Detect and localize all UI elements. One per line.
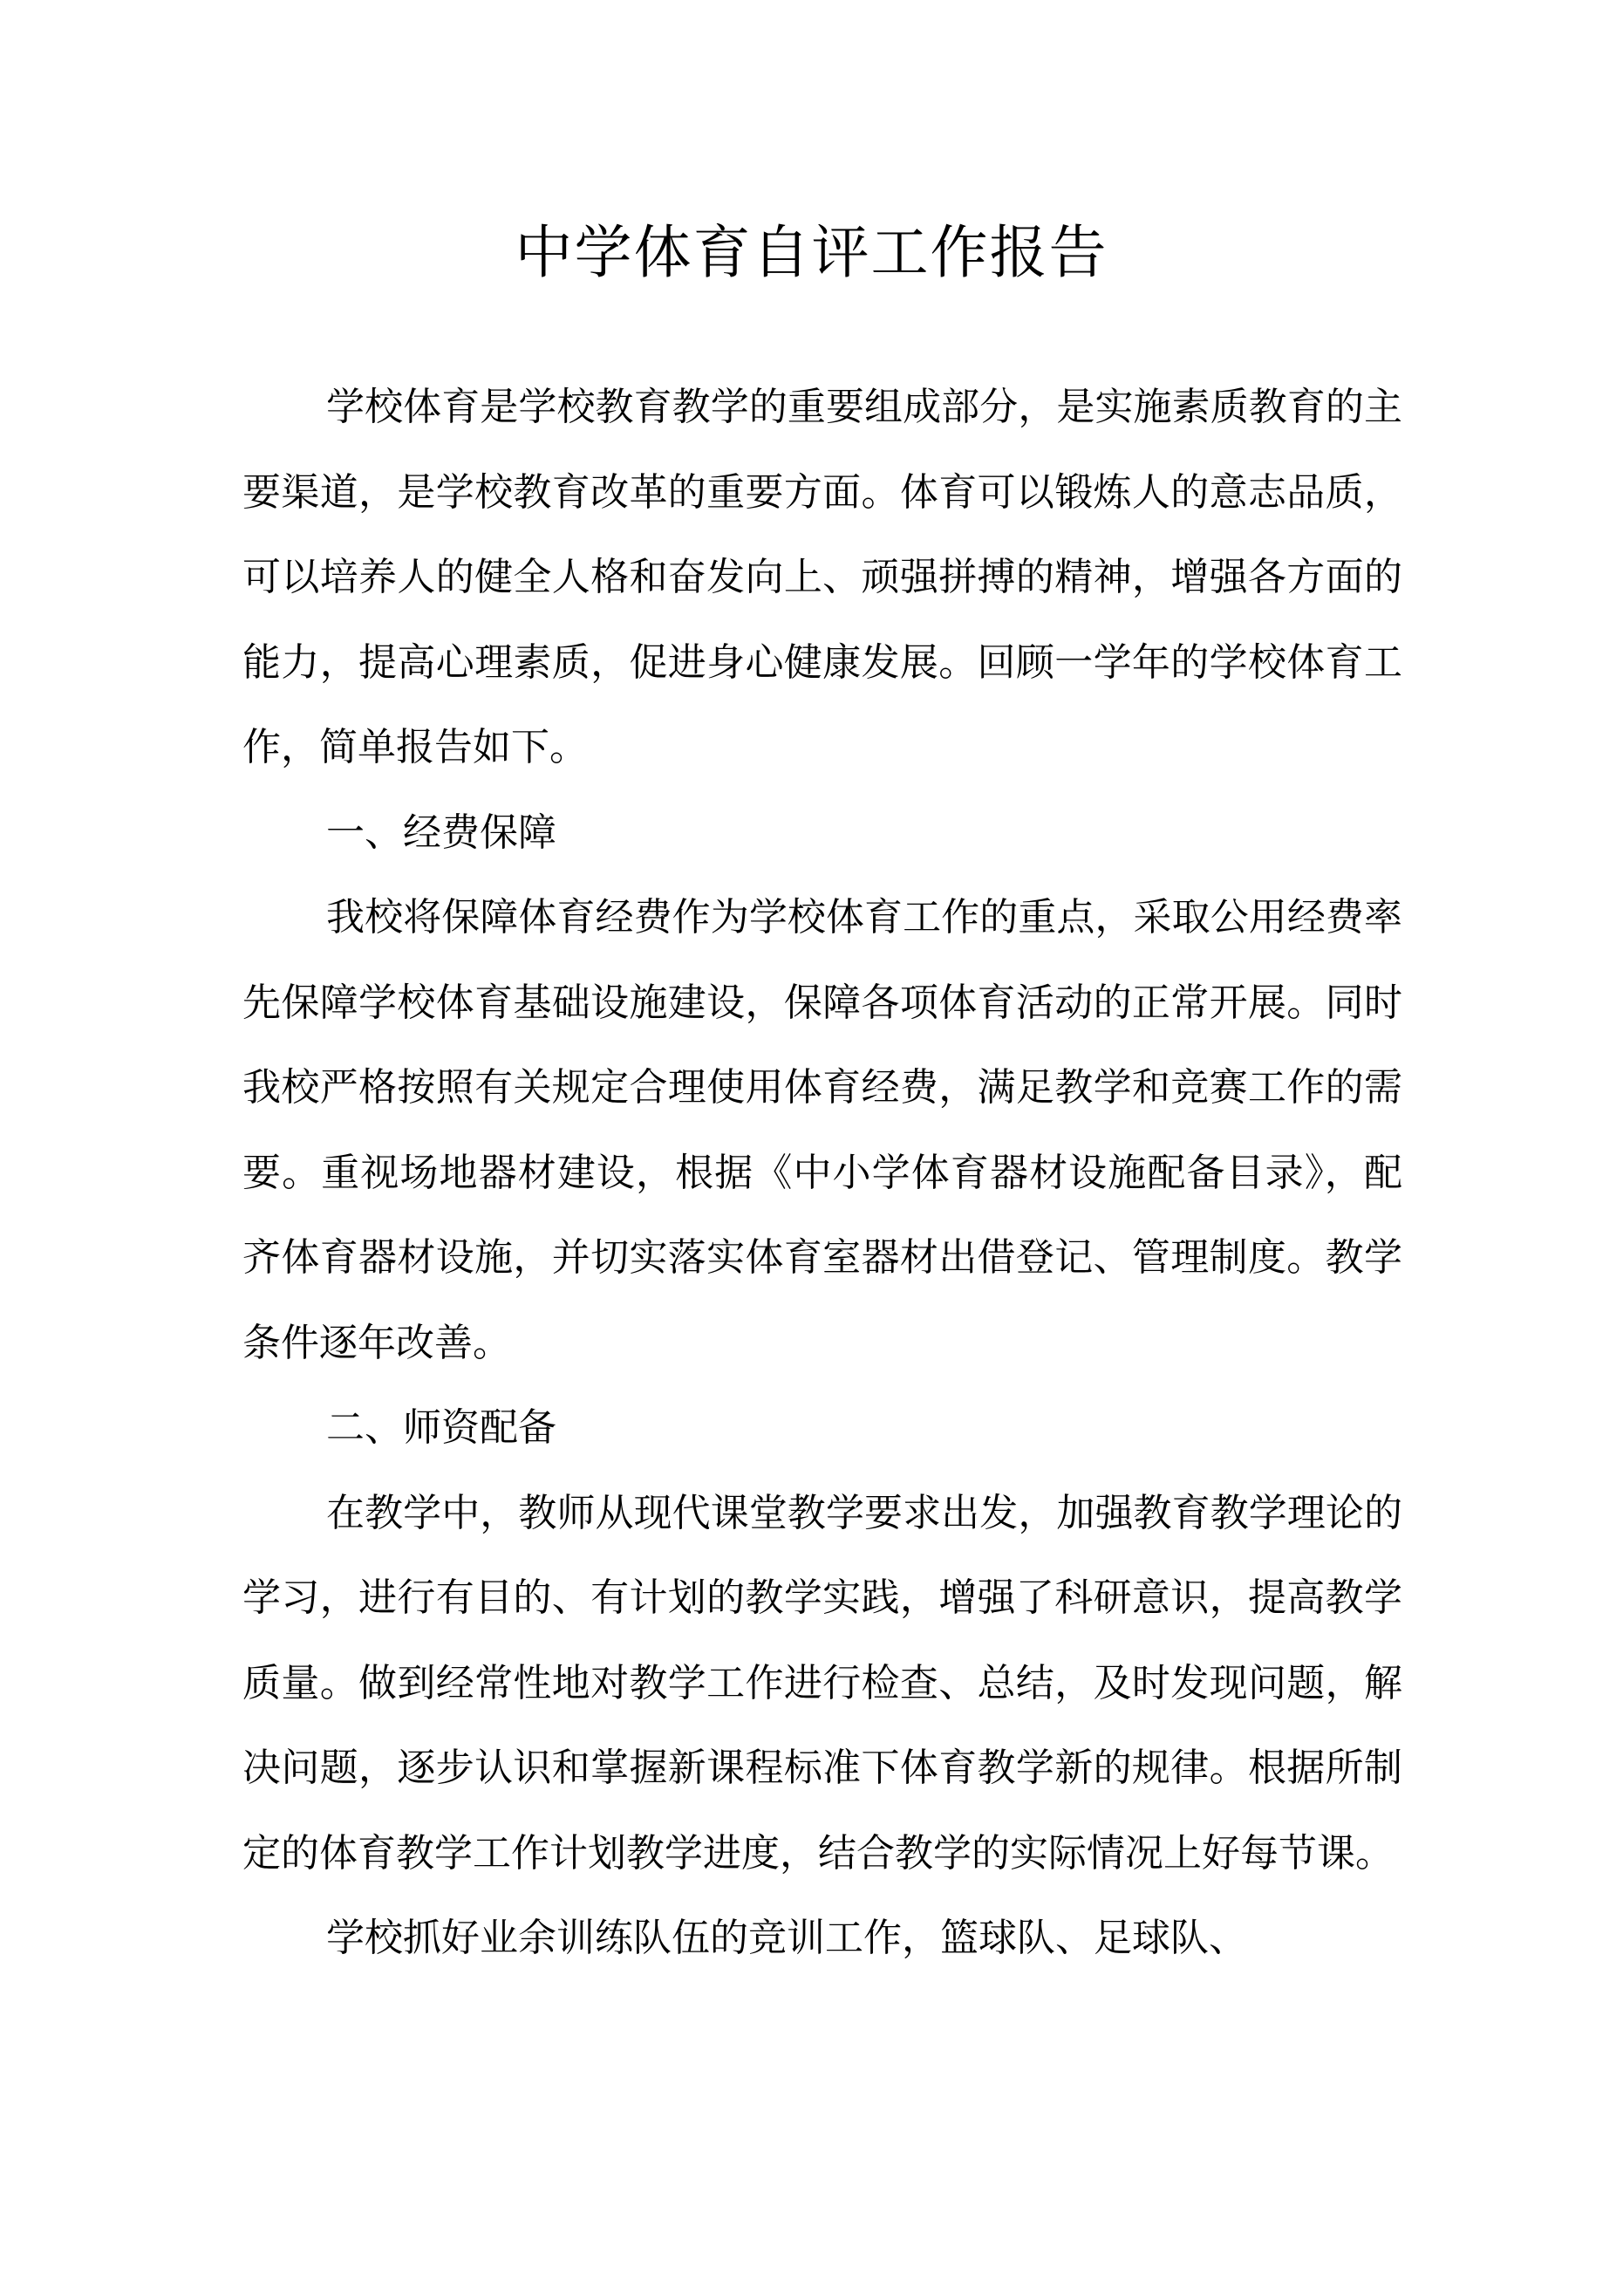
teaching-paragraph: 在教学中，教师从现代课堂教学要求出发，加强教育教学理论的学习，进行有目的、有计划的教学实践，增强了科研意识，提高教学质量。做到经常性地对教学工作进行检查、总结，及时发现问题，解决问题，逐步认识和掌握新课程标准下体育教学新的规律。根据所制定的体育教学工作计划教学进度，结合教学的实际情况上好每节课。 [242,1490,1402,1876]
section-heading-funding: 一、经费保障 [326,810,556,855]
page-title: 中学体育自评工作报告 [515,219,1108,286]
document-body [242,365,1402,1981]
funding-paragraph: 我校将保障体育经费作为学校体育工作的重点，采取公用经费率先保障学校体育基础设施建设，保障各项体育活动的正常开展。同时我校严格按照有关规定合理使用体育经费，满足教学和竞赛工作的需要。重视场地器材建设，根据《中小学体育器材设施配备目录》，配齐体育器材设施，并切实落实体育室器材出借登记、管理制度。教学条件逐年改善。 [242,895,1402,1365]
intro-paragraph: 学校体育是学校教育教学的重要组成部分，是实施素质教育的主要渠道，是学校教育改革的重要方面。体育可以锻炼人的意志品质，可以培养人的健全人格和奋发向上、顽强拼搏的精神，增强各方面的能力，提高心理素质，促进身心健康发展。回顾一学年的学校体育工作，简单报告如下。 [242,385,1402,769]
section-heading-teachers: 二、师资配备 [326,1405,556,1450]
training-paragraph: 学校抓好业余训练队伍的竞训工作，篮球队、足球队、 [326,1916,1247,1960]
